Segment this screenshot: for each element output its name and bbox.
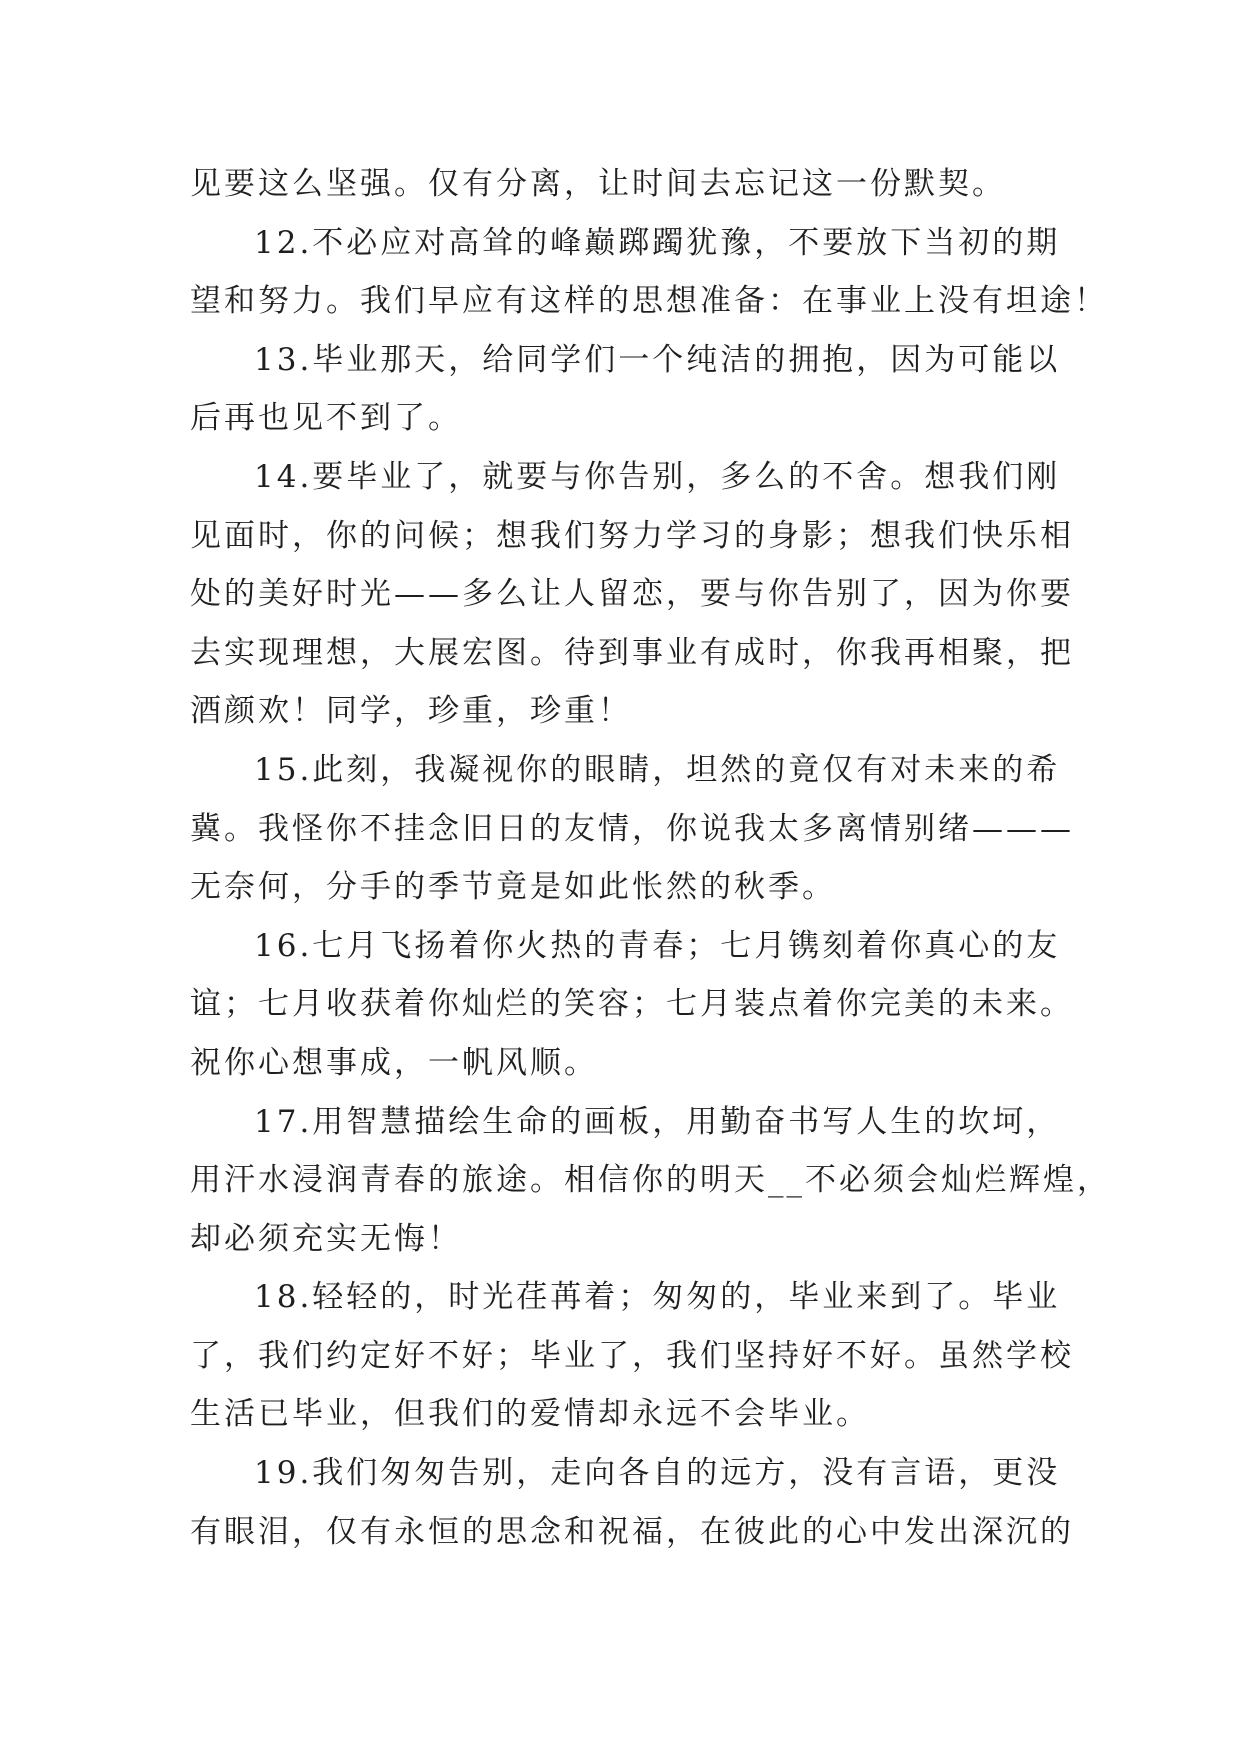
text-line: 祝你心想事成，一帆风顺。 — [190, 1044, 598, 1081]
text-line: 谊；七月收获着你灿烂的笑容；七月装点着你完美的未来。 — [190, 986, 1074, 1023]
text-line: 14.要毕业了，就要与你告别，多么的不舍。想我们刚 — [254, 458, 1061, 495]
text-line: 见要这么坚强。仅有分离，让时间去忘记这一份默契。 — [190, 166, 1006, 202]
text-line: 用汗水浸润青春的旅途。相信你的明天__不必须会灿烂辉煌， — [190, 1162, 1111, 1199]
text-line: 酒颜欢！同学，珍重，珍重！ — [190, 693, 632, 730]
text-line: 19.我们匆匆告别，走向各自的远方，没有言语，更没 — [254, 1455, 1061, 1492]
text-line: 13.毕业那天，给同学们一个纯洁的拥抱，因为可能以 — [254, 341, 1061, 378]
text-line: 去实现理想，大展宏图。待到事业有成时，你我再相聚，把 — [190, 634, 1074, 671]
text-line: 18.轻轻的，时光荏苒着；匆匆的，毕业来到了。毕业 — [254, 1279, 1061, 1316]
text-line: 却必须充实无悔！ — [190, 1220, 462, 1257]
text-line: 17.用智慧描绘生命的画板，用勤奋书写人生的坎坷， — [254, 1103, 1061, 1140]
text-line: 12.不必应对高耸的峰巅踯躅犹豫，不要放下当初的期 — [254, 224, 1061, 261]
text-line: 15.此刻，我凝视你的眼睛，坦然的竟仅有对未来的希 — [254, 751, 1061, 788]
text-line: 望和努力。我们早应有这样的思想准备：在事业上没有坦途！ — [190, 283, 1108, 320]
text-line: 见面时，你的问候；想我们努力学习的身影；想我们快乐相 — [190, 517, 1074, 554]
text-line: 生活已毕业，但我们的爱情却永远不会毕业。 — [190, 1396, 870, 1433]
text-line: 处的美好时光——多么让人留恋，要与你告别了，因为你要 — [190, 576, 1074, 613]
text-line: 16.七月飞扬着你火热的青春；七月镌刻着你真心的友 — [254, 927, 1061, 964]
text-line: 有眼泪，仅有永恒的思念和祝福，在彼此的心中发出深沉的 — [190, 1513, 1074, 1550]
text-line: 后再也见不到了。 — [190, 400, 462, 437]
document-body — [190, 155, 1111, 1561]
text-line: 无奈何，分手的季节竟是如此怅然的秋季。 — [190, 869, 836, 906]
text-line: 了，我们约定好不好；毕业了，我们坚持好不好。虽然学校 — [190, 1337, 1074, 1374]
text-line: 冀。我怪你不挂念旧日的友情，你说我太多离情别绪——— — [190, 810, 1074, 847]
